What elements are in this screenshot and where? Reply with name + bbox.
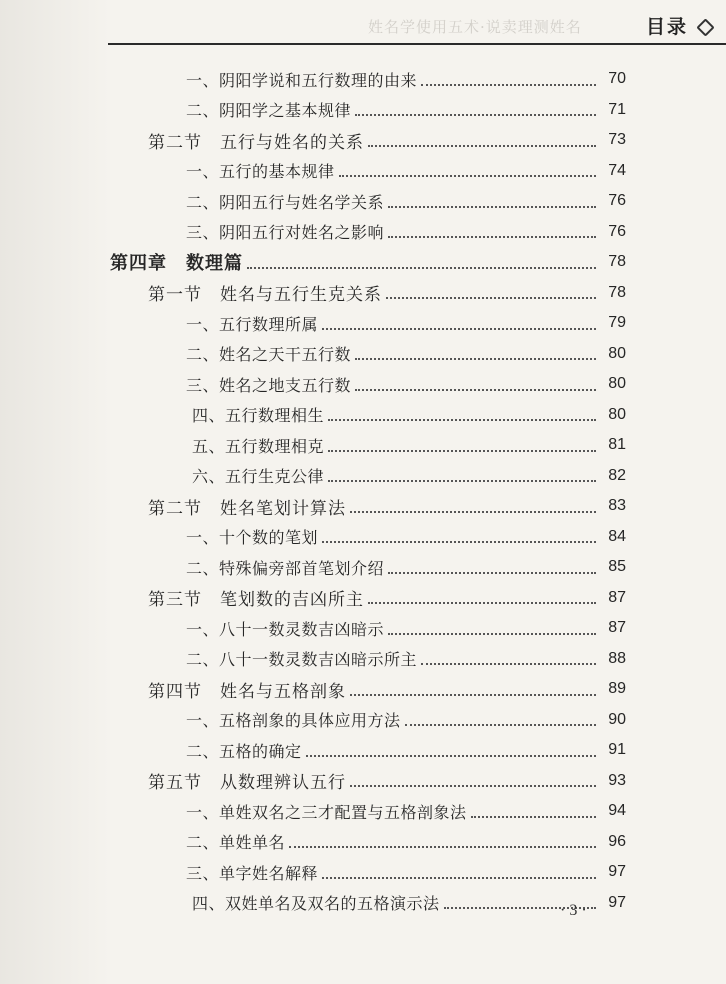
toc-entry-item[interactable]	[0, 857, 726, 888]
toc-entry-title: 第五节 从数理辨认五行	[148, 773, 346, 794]
toc-entry-item[interactable]	[0, 64, 726, 95]
toc-entry-page: 97	[608, 893, 626, 911]
toc-entry-title: 五、五行数理相克	[192, 436, 325, 456]
toc-entry-page: 82	[608, 466, 626, 484]
toc-entry-item[interactable]	[0, 827, 726, 858]
toc-entry-page: 84	[608, 527, 626, 545]
toc-entry-item4[interactable]	[0, 400, 726, 431]
toc-entry-title: 第四章 数理篇	[110, 253, 243, 275]
dot-leader	[339, 174, 596, 177]
table-of-contents	[0, 64, 726, 918]
toc-entry-title: 第一节 姓名与五行生克关系	[148, 285, 382, 306]
dot-leader	[322, 540, 596, 543]
toc-entry-page: 80	[608, 405, 626, 423]
toc-entry-title: 一、八十一数灵数吉凶暗示	[186, 619, 385, 639]
toc-entry-page: 74	[608, 161, 626, 179]
toc-entry-item4[interactable]	[0, 430, 726, 461]
toc-entry-page: 79	[608, 314, 626, 332]
dot-leader	[328, 479, 596, 482]
toc-entry-title: 二、特殊偏旁部首笔划介绍	[186, 558, 385, 578]
toc-entry-item4[interactable]	[0, 461, 726, 492]
toc-entry-title: 第二节 五行与姓名的关系	[148, 132, 364, 153]
toc-entry-title: 第三节 笔划数的吉凶所主	[148, 590, 364, 611]
dot-leader	[368, 144, 596, 147]
dot-leader	[328, 449, 596, 452]
running-header	[0, 10, 726, 44]
toc-entry-title: 四、五行数理相生	[192, 406, 325, 426]
toc-entry-title: 三、阴阳五行对姓名之影响	[186, 223, 385, 243]
toc-entry-section[interactable]	[0, 674, 726, 705]
toc-entry-title: 二、阴阳五行与姓名学关系	[186, 192, 385, 212]
toc-entry-title: 一、五行数理所属	[186, 314, 319, 334]
header-rule	[108, 43, 726, 45]
toc-entry-section[interactable]	[0, 278, 726, 309]
toc-entry-page: 70	[608, 70, 626, 88]
toc-entry-item[interactable]	[0, 705, 726, 736]
toc-entry-item[interactable]	[0, 613, 726, 644]
toc-entry-item[interactable]	[0, 156, 726, 187]
toc-entry-item[interactable]	[0, 339, 726, 370]
dot-leader	[421, 662, 596, 665]
toc-entry-page: 71	[608, 100, 626, 118]
toc-entry-page: 88	[608, 649, 626, 667]
toc-entry-item4[interactable]	[0, 888, 726, 919]
header-title: 目录	[645, 16, 688, 38]
dot-leader	[388, 205, 596, 208]
dot-leader	[355, 388, 596, 391]
toc-entry-page: 81	[608, 436, 626, 454]
toc-entry-item[interactable]	[0, 369, 726, 400]
toc-entry-title: 一、单姓双名之三才配置与五格剖象法	[186, 802, 467, 822]
toc-entry-title: 一、阴阳学说和五行数理的由来	[186, 70, 418, 90]
toc-entry-page: 78	[608, 253, 626, 271]
toc-entry-item[interactable]	[0, 522, 726, 553]
dot-leader	[350, 784, 596, 787]
dot-leader	[368, 601, 596, 604]
dot-leader	[421, 83, 596, 86]
diamond-ornament-icon	[696, 18, 714, 36]
toc-entry-page: 87	[608, 619, 626, 637]
dot-leader	[388, 235, 596, 238]
toc-entry-section[interactable]	[0, 766, 726, 797]
toc-entry-title: 二、五格的确定	[186, 741, 302, 761]
dot-leader	[350, 693, 596, 696]
dot-leader	[388, 571, 596, 574]
toc-entry-page: 97	[608, 863, 626, 881]
toc-entry-item[interactable]	[0, 644, 726, 675]
bleed-through-header-text: 姓名学使用五术·说卖理测姓名	[368, 18, 582, 36]
dot-leader	[328, 418, 596, 421]
toc-entry-page: 90	[608, 710, 626, 728]
toc-entry-section[interactable]	[0, 491, 726, 522]
dot-leader	[355, 113, 596, 116]
toc-entry-chapter[interactable]	[0, 247, 726, 278]
dot-leader	[355, 357, 596, 360]
page-number: · 3 ·	[560, 902, 587, 919]
toc-entry-item[interactable]	[0, 217, 726, 248]
dot-leader	[386, 296, 596, 299]
toc-entry-page: 73	[608, 131, 626, 149]
dot-leader	[322, 327, 596, 330]
toc-entry-page: 80	[608, 344, 626, 362]
toc-entry-page: 96	[608, 832, 626, 850]
dot-leader	[289, 845, 596, 848]
toc-entry-title: 二、阴阳学之基本规律	[186, 101, 352, 121]
toc-entry-title: 二、姓名之天干五行数	[186, 345, 352, 365]
dot-leader	[322, 876, 596, 879]
dot-leader	[247, 266, 596, 269]
toc-entry-page: 83	[608, 497, 626, 515]
dot-leader	[388, 632, 596, 635]
dot-leader	[405, 723, 596, 726]
toc-entry-item[interactable]	[0, 796, 726, 827]
toc-entry-page: 76	[608, 222, 626, 240]
toc-entry-title: 一、五格剖象的具体应用方法	[186, 711, 401, 731]
toc-entry-section[interactable]	[0, 125, 726, 156]
toc-entry-title: 三、单字姓名解释	[186, 863, 319, 883]
toc-entry-page: 85	[608, 558, 626, 576]
toc-entry-title: 四、双姓单名及双名的五格演示法	[192, 894, 440, 914]
dot-leader	[306, 754, 596, 757]
toc-entry-item[interactable]	[0, 95, 726, 126]
toc-entry-item[interactable]	[0, 308, 726, 339]
toc-entry-page: 89	[608, 680, 626, 698]
toc-entry-item[interactable]	[0, 552, 726, 583]
dot-leader	[350, 510, 596, 513]
dot-leader	[471, 815, 596, 818]
toc-entry-title: 六、五行生克公律	[192, 467, 325, 487]
toc-entry-page: 91	[608, 741, 626, 759]
toc-entry-title: 二、八十一数灵数吉凶暗示所主	[186, 650, 418, 670]
toc-entry-title: 三、姓名之地支五行数	[186, 375, 352, 395]
toc-entry-item[interactable]	[0, 735, 726, 766]
toc-entry-title: 第四节 姓名与五格剖象	[148, 681, 346, 702]
toc-entry-section[interactable]	[0, 583, 726, 614]
toc-entry-page: 93	[608, 771, 626, 789]
toc-entry-title: 第二节 姓名笔划计算法	[148, 498, 346, 519]
toc-entry-title: 二、单姓单名	[186, 833, 286, 853]
toc-entry-title: 一、十个数的笔划	[186, 528, 319, 548]
toc-entry-page: 80	[608, 375, 626, 393]
toc-entry-page: 78	[608, 283, 626, 301]
toc-entry-item[interactable]	[0, 186, 726, 217]
toc-entry-page: 94	[608, 802, 626, 820]
toc-entry-page: 87	[608, 588, 626, 606]
toc-entry-title: 一、五行的基本规律	[186, 162, 335, 182]
toc-entry-page: 76	[608, 192, 626, 210]
